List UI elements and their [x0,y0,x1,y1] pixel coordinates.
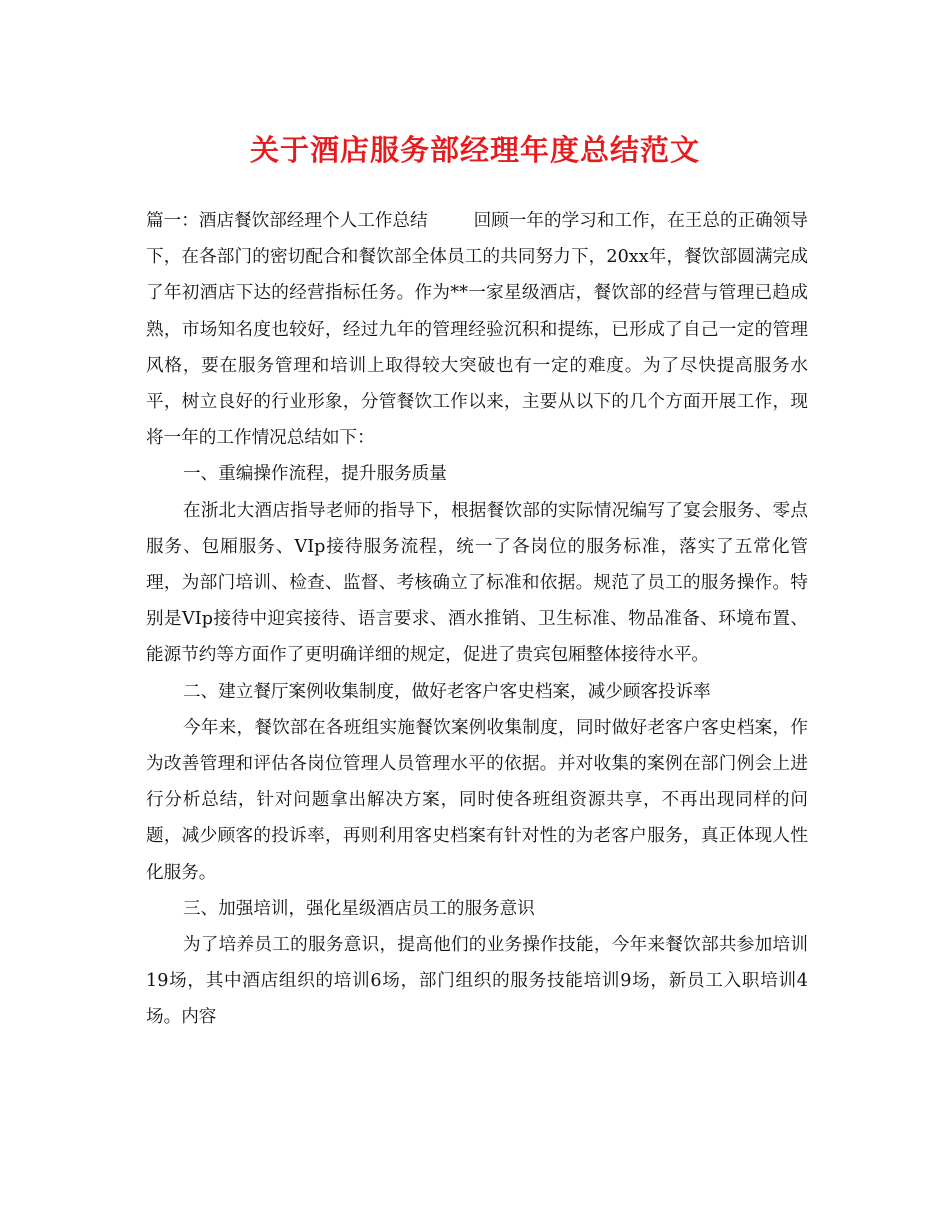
section-2-text: 今年来，餐饮部在各班组实施餐饮案例收集制度，同时做好老客户客史档案，作为改善管理和评估各岗位管理人员管理水平的依据。并对收集的案例在部门例会上进行分析总结，针对问题拿出解决方案，同时使各班组资源共享，不再出现同样的问题，减少顾客的投诉率，再则利用客史档案有针对性的为老客户服务，真正体现人性化服务。 [146,717,808,883]
section-3-text: 为了培养员工的服务意识，提高他们的业务操作技能，今年来餐饮部共参加培训19场，其中酒店组织的培训6场，部门组织的服务技能培训9场，新员工入职培训4场。内容 [146,935,808,1028]
intro-text: 回顾一年的学习和工作，在王总的正确领导下，在各部门的密切配合和餐饮部全体员工的共同努力下，20xx年，餐饮部圆满完成了年初酒店下达的经营指标任务。作为**一家星级酒店，餐饮部的经营与管理已趋成熟，市场知名度也较好，经过九年的管理经验沉积和提练，已形成了自己一定的管理风格，要在服务管理和培训上取得较大突破也有一定的难度。为了尽快提高服务水平，树立良好的行业形象，分管餐饮工作以来，主要从以下的几个方面开展工作，现将一年的工作情况总结如下： [146,211,808,449]
intro-heading: 篇一：酒店餐饮部经理个人工作总结 [146,211,428,231]
section-2-heading: 二、建立餐厅案例收集制度，做好老客户客史档案，减少顾客投诉率 [182,681,711,702]
section-1-heading: 一、重编操作流程，提升服务质量 [182,464,447,485]
document-body [146,203,808,1036]
section-1-text: 在浙北大酒店指导老师的指导下，根据餐饮部的实际情况编写了宴会服务、零点服务、包厢服务、VIp接待服务流程，统一了各岗位的服务标准，落实了五常化管理，为部门培训、检查、监督、考核确立了标准和依据。规范了员工的服务操作。特别是VIp接待中迎宾接待、语言要求、酒水推销、卫生标准、物品准备、环境布置、能源节约等方面作了更明确详细的规定，促进了贵宾包厢整体接待水平。 [146,500,808,666]
intro-paragraph [146,203,808,456]
section-3-heading: 三、加强培训，强化星级酒店员工的服务意识 [182,898,535,919]
document-title: 关于酒店服务部经理年度总结范文 [249,133,700,167]
